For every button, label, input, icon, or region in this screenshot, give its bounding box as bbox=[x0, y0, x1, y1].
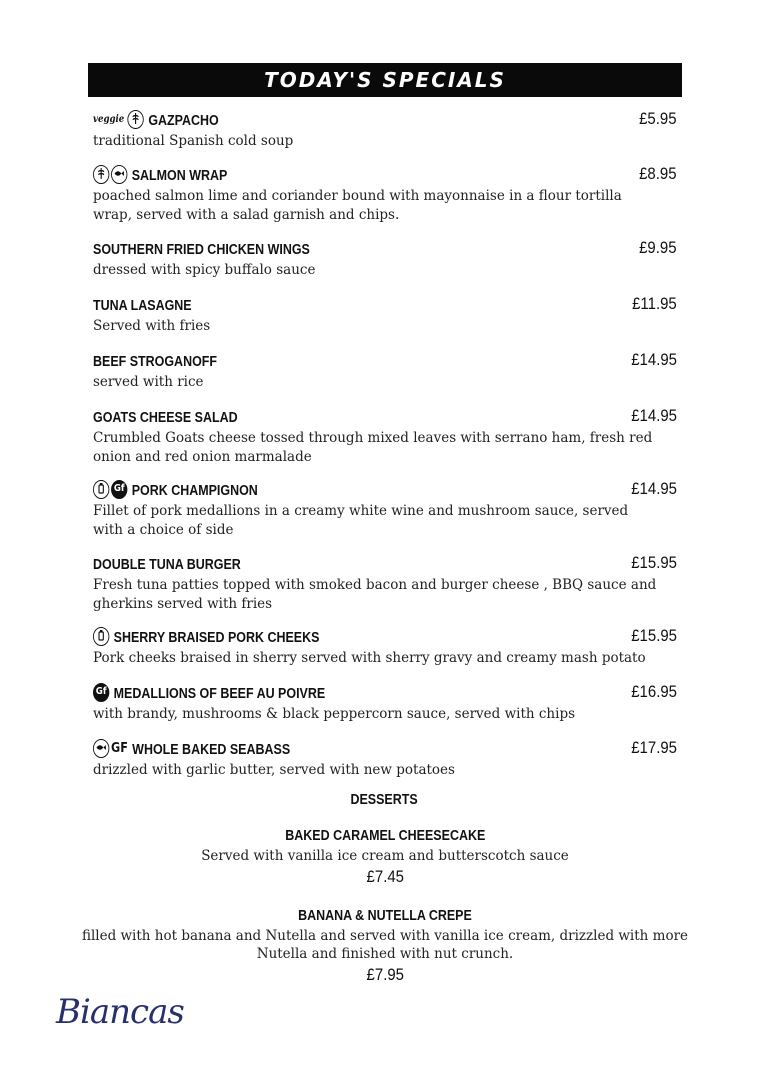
item-name: DOUBLE TUNA BURGER bbox=[93, 557, 241, 573]
item-name: SALMON WRAP bbox=[131, 168, 228, 184]
item-name: GAZPACHO bbox=[148, 113, 219, 129]
specials-banner bbox=[88, 63, 682, 97]
menu-item bbox=[93, 105, 683, 151]
item-price: £16.95 bbox=[631, 682, 677, 701]
item-name: MEDALLIONS OF BEEF AU POIVRE bbox=[113, 686, 326, 702]
fish-icon bbox=[111, 165, 127, 184]
menu-item bbox=[93, 290, 683, 336]
menu-item bbox=[93, 234, 683, 280]
item-price: £8.95 bbox=[639, 164, 677, 183]
item-description: drizzled with garlic butter, served with new potatoes bbox=[93, 762, 455, 778]
dessert-name: BANANA & NUTELLA CREPE bbox=[298, 908, 472, 924]
gluten-free-wheat-icon bbox=[128, 110, 144, 129]
item-price: £15.95 bbox=[631, 626, 677, 645]
gluten-free-badge-icon: Gf bbox=[93, 683, 109, 702]
dessert-description: Served with vanilla ice cream and butterscotch sauce bbox=[201, 848, 569, 864]
item-price: £11.95 bbox=[632, 294, 677, 313]
page-title: TODAY'S SPECIALS bbox=[264, 68, 506, 92]
dessert-name: BAKED CARAMEL CHEESECAKE bbox=[284, 828, 486, 844]
menu-item bbox=[93, 160, 683, 225]
menu-item bbox=[93, 549, 683, 614]
item-description: poached salmon lime and coriander bound with mayonnaise in a flour tortilla wrap, served with a salad garnish and chips. bbox=[93, 188, 622, 223]
item-description: dressed with spicy buffalo sauce bbox=[93, 262, 316, 278]
gluten-free-wheat-icon bbox=[93, 165, 109, 184]
item-price: £17.95 bbox=[631, 738, 677, 757]
desserts-heading: DESSERTS bbox=[350, 792, 418, 808]
dessert-price: £7.95 bbox=[366, 965, 404, 984]
item-name: WHOLE BAKED SEABASS bbox=[132, 742, 291, 758]
fish-icon bbox=[93, 739, 109, 758]
item-description: Served with fries bbox=[93, 318, 211, 334]
item-price: £15.95 bbox=[631, 553, 677, 572]
item-description: Fresh tuna patties topped with smoked bacon and burger cheese , BBQ sauce and gherkins served with fries bbox=[93, 577, 657, 612]
dessert-description: filled with hot banana and Nutella and served with vanilla ice cream, drizzled with more Nutella and finished with nut crunch. bbox=[81, 928, 689, 962]
menu-item bbox=[93, 734, 683, 780]
item-description: with brandy, mushrooms & black peppercorn sauce, served with chips bbox=[93, 706, 576, 722]
item-description: Fillet of pork medallions in a creamy white wine and mushroom sauce, served with a choice of side bbox=[93, 503, 629, 538]
dairy-free-bottle-icon bbox=[93, 480, 109, 499]
item-name: SOUTHERN FRIED CHICKEN WINGS bbox=[93, 242, 310, 258]
item-description: served with rice bbox=[93, 374, 204, 390]
menu-item bbox=[93, 678, 683, 724]
item-name: BEEF STROGANOFF bbox=[93, 354, 218, 370]
menu-item bbox=[93, 346, 683, 392]
menu-item bbox=[93, 622, 683, 668]
item-name: SHERRY BRAISED PORK CHEEKS bbox=[113, 630, 320, 646]
dessert-price: £7.45 bbox=[366, 867, 404, 886]
veggie-icon: veggie bbox=[93, 114, 125, 125]
gluten-free-badge-icon: Gf bbox=[111, 480, 127, 499]
item-price: £9.95 bbox=[639, 238, 677, 257]
dessert-item bbox=[80, 828, 690, 887]
item-description: traditional Spanish cold soup bbox=[93, 133, 294, 149]
item-price: £5.95 bbox=[639, 109, 677, 128]
menu-item bbox=[93, 475, 683, 540]
menu-item bbox=[93, 402, 683, 467]
item-name: PORK CHAMPIGNON bbox=[131, 483, 258, 499]
item-description: Crumbled Goats cheese tossed through mixed leaves with serrano ham, fresh red onion and red onion marmalade bbox=[93, 430, 653, 465]
logo-wordmark: Biancas bbox=[56, 992, 184, 1032]
dairy-free-bottle-icon bbox=[93, 627, 109, 646]
restaurant-logo bbox=[48, 990, 184, 1036]
item-name: GOATS CHEESE SALAD bbox=[93, 410, 238, 426]
item-description: Pork cheeks braised in sherry served with sherry gravy and creamy mash potato bbox=[93, 650, 646, 666]
item-price: £14.95 bbox=[631, 479, 677, 498]
gluten-free-text-icon: GF bbox=[111, 741, 128, 756]
dessert-item bbox=[80, 908, 690, 985]
item-price: £14.95 bbox=[631, 406, 677, 425]
item-name: TUNA LASAGNE bbox=[93, 298, 192, 314]
item-price: £14.95 bbox=[631, 350, 677, 369]
